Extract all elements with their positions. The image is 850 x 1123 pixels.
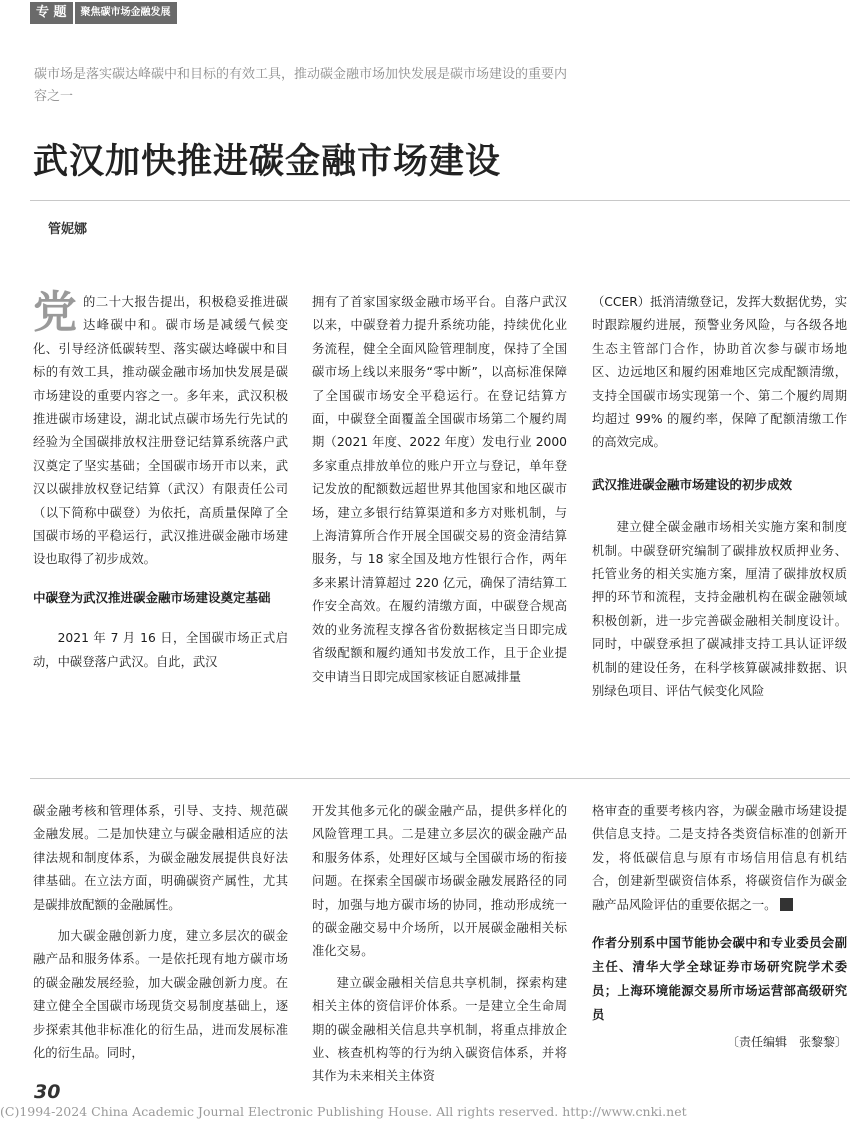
paragraph: 建立碳金融相关信息共享机制，探索构建相关主体的资信评价体系。一是建立全生命周期的碳金融相关信息共享机制，将重点排放企业、核查机构等的行为纳入碳资信体系，并将其作为未来相关主体资 xyxy=(312,975,567,1084)
article-title: 武汉加快推进碳金融市场建设 xyxy=(33,142,502,182)
article-lead: 碳市场是落实碳达峰碳中和目标的有效工具，推动碳金融市场加快发展是碳市场建设的重要内容之一 xyxy=(34,67,568,104)
top-column-2 xyxy=(312,291,567,689)
paragraph-text: 格审查的重要考核内容，为碳金融市场建设提供信息支持。二是支持各类资信标准的创新开发，将低碳信息与原有市场信用信息有机结合，创建新型碳资信体系，将碳资信作为碳金融产品风险评估的重要依据之一。 xyxy=(592,804,847,912)
bottom-column-3 xyxy=(592,800,847,1054)
section-header xyxy=(30,2,177,24)
top-column-1 xyxy=(33,287,288,674)
paragraph: 2021 年 7 月 16 日，全国碳市场正式启动，中碳登落户武汉。自此，武汉 xyxy=(33,631,288,669)
end-mark-icon xyxy=(780,898,793,911)
divider-middle xyxy=(30,778,850,779)
bottom-column-2 xyxy=(312,800,567,1089)
divider-top xyxy=(30,200,850,201)
bottom-column-1 xyxy=(33,800,288,1065)
page-number: 30 xyxy=(34,1081,61,1103)
paragraph: 拥有了首家国家级金融市场平台。自落户武汉以来，中碳登着力提升系统功能，持续优化业务流程，健全全面风险管理制度，保持了全国碳市场上线以来服务“零中断”，以高标准保障了全国碳市场安全平稳运行。在登记结算方面，中碳登全面覆盖全国碳市场第二个履约周期（2021 年度、2022 年度）发电行业 2000 多家重点排放单位的账户开立与登记，单年登记发放的配额数远超世界其他国家和地区碳市场，建立多银行结算渠道和多方对账机制，与上海清算所合作开展全国碳交易的资金清结算服务，与 18 家全国及地方性银行合作，两年多来累计清算超过 220 亿元，确保了清结算工作安全高效。在履约清缴方面，中碳登合规高效的业务流程支撑各省份数据核定当日即完成省级配额和履约通知书发放工作，且于企业提交申请当日即完成国家核证自愿减排量 xyxy=(312,295,567,684)
section-tag: 专 题 xyxy=(30,2,73,24)
author-bio: 作者分别系中国节能协会碳中和专业委员会副主任、清华大学全球证券市场研究院学术委员；上海环境能源交易所市场运营部高级研究员 xyxy=(592,936,847,1023)
responsible-editor: 〔责任编辑 张黎黎〕 xyxy=(726,1035,847,1050)
paragraph: 的二十大报告提出，积极稳妥推进碳达峰碳中和。碳市场是减缓气候变化、引导经济低碳转型、落实碳达峰碳中和目标的有效工具，推动碳金融市场加快发展是碳市场建设的重要内容之一。多年来，武汉积极推进碳市场建设，湖北试点碳市场先行先试的经验为全国碳排放权注册登记结算系统落户武汉奠定了坚实基础；全国碳市场开市以来，武汉以碳排放权登记结算（武汉）有限责任公司（以下简称中碳登）为依托，高质量保障了全国碳市场的平稳运行，武汉推进碳金融市场建设也取得了初步成效。 xyxy=(33,295,288,567)
paragraph: 碳金融考核和管理体系，引导、支持、规范碳金融发展。二是加快建立与碳金融相适应的法律法规和制度体系，为碳金融发展提供良好法律基础。在立法方面，明确碳资产属性，尤其是碳排放配额的金融属性。 xyxy=(33,804,288,912)
paragraph: （CCER）抵消清缴登记，发挥大数据优势，实时跟踪履约进展，预警业务风险，与各级各地生态主管部门合作，协助首次参与碳市场地区、边远地区和履约困难地区完成配额清缴，支持全国碳市场实现第一个、第二个履约周期均超过 99% 的履约率，保障了配额清缴工作的高效完成。 xyxy=(592,295,847,450)
drop-cap: 党 xyxy=(33,287,77,338)
section-heading: 武汉推进碳金融市场建设的初步成效 xyxy=(592,476,793,492)
top-column-3 xyxy=(592,291,847,704)
paragraph: 建立健全碳金融市场相关实施方案和制度机制。中碳登研究编制了碳排放权质押业务、托管业务的相关实施方案，厘清了碳排放权质押的环节和流程，支持金融机构在碳金融领域积极创新，进一步完善碳金融相关制度设计。同时，中碳登承担了碳减排支持工具认证评级机制的建设任务，在科学核算碳减排数据、识别绿色项目、评估气候变化风险 xyxy=(592,520,847,699)
article-author: 管妮娜 xyxy=(48,222,88,237)
section-heading: 中碳登为武汉推进碳金融市场建设奠定基础 xyxy=(33,589,271,605)
copyright-footer: (C)1994-2024 China Academic Journal Electronic Publishing House. All rights reserved. http://www.cnki.net xyxy=(0,1104,687,1119)
paragraph: 加大碳金融创新力度，建立多层次的碳金融产品和服务体系。一是依托现有地方碳市场的碳金融发展经验，加大碳金融创新力度。在建立健全全国碳市场现货交易制度基础上，逐步探索其他非标准化的衍生品，进而发展标准化的衍生品。同时， xyxy=(33,929,288,1061)
paragraph xyxy=(592,800,847,917)
section-title: 聚焦碳市场金融发展 xyxy=(75,2,177,24)
paragraph: 开发其他多元化的碳金融产品，提供多样化的风险管理工具。二是建立多层次的碳金融产品和服务体系，处理好区域与全国碳市场的衔接问题。在探索全国碳市场碳金融发展路径的同时，加强与地方碳市场的协同，推动形成统一的碳金融交易中介场所，以开展碳金融相关标准化交易。 xyxy=(312,804,567,959)
